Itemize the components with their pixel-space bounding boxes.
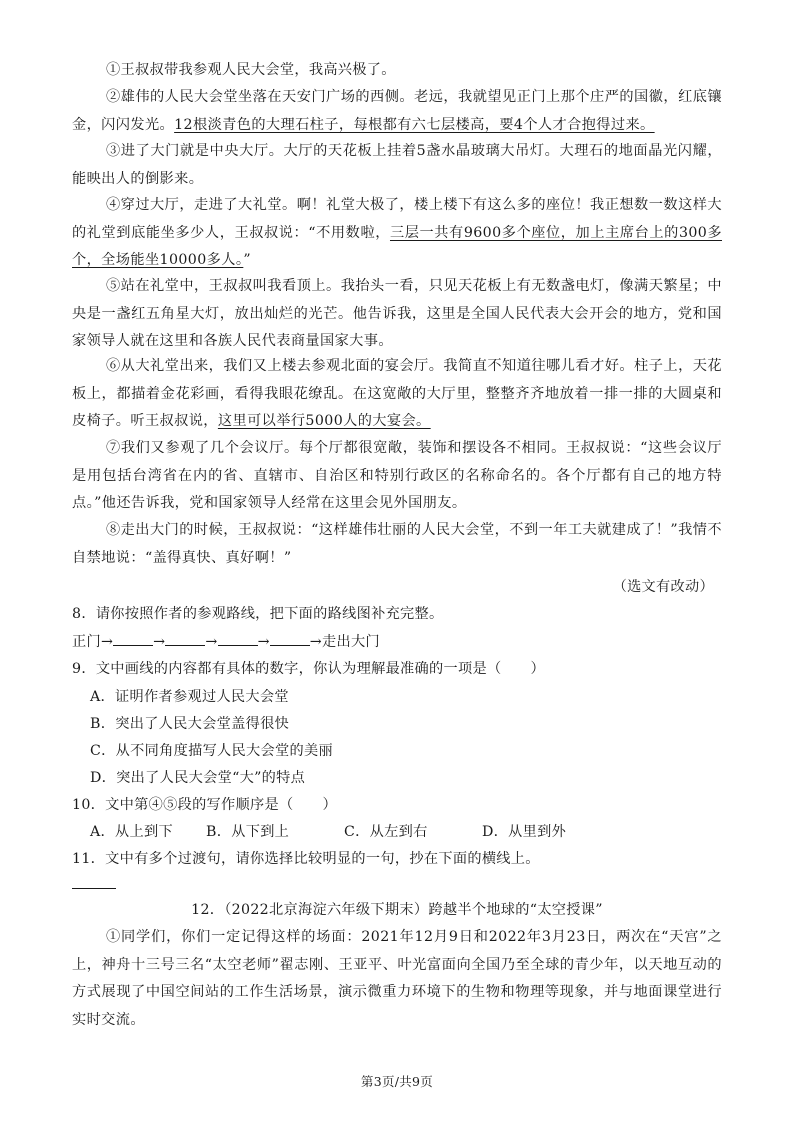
question-10-option-c[interactable]: C．从左到右 [344, 824, 428, 840]
question-10-option-d[interactable]: D．从里到外 [482, 824, 567, 840]
route-blank-4[interactable] [270, 633, 310, 646]
question-10-options [90, 820, 740, 844]
paragraph-4-text: ④穿过大厅，走进了大礼堂。啊！礼堂大极了，楼上楼下有这么多的座位！我正想数一数这样大的礼堂到底能坐多少人，王叔叔说：“不用数啦， [72, 197, 722, 241]
route-blank-3[interactable] [218, 633, 258, 646]
paragraph-6-text: ⑥从大礼堂出来，我们又上楼去参观北面的宴会厅。我简直不知道往哪儿看才好。柱子上，天花板上，都描着金花彩画，看得我眼花缭乱。在这宽敞的大厅里，整整齐齐地放着一排一排的大圆桌和皮椅子。听王叔叔说， [72, 358, 722, 430]
paragraph-3: ③进了大门就是中央大厅。大厅的天花板上挂着5盏水晶玻璃大吊灯。大理石的地面晶光闪耀，能映出人的倒影来。 [72, 143, 722, 187]
route-end: →走出大门 [309, 634, 380, 650]
question-10-option-b[interactable]: B．从下到上 [206, 824, 290, 840]
question-9-option-a[interactable]: A．证明作者参观过人民大会堂 [90, 689, 289, 705]
route-blank-2[interactable] [165, 633, 205, 646]
route-arrow-2: → [205, 634, 218, 650]
question-9: 9．文中画线的内容都有具体的数字，你认为理解最准确的一项是（ ） [72, 661, 545, 677]
paragraph-2-text: ②雄伟的人民大会堂坐落在天安门广场的西侧。老远，我就望见正门上那个庄严的国徽，红底镶金，闪闪发光。 [72, 89, 722, 133]
paragraph-6-underlined: 这里可以举行5000人的大宴会。 [217, 413, 431, 430]
question-11: 11．文中有多个过渡句，请你选择比较明显的一句，抄在下面的横线上。 [72, 851, 540, 867]
paragraph-1: ①王叔叔带我参观人民大会堂，我高兴极了。 [106, 62, 396, 78]
question-9-option-b[interactable]: B．突出了人民大会堂盖得很快 [90, 716, 290, 732]
question-8-route [72, 630, 722, 654]
route-blank-1[interactable] [113, 633, 153, 646]
paragraph-2 [72, 84, 722, 139]
route-start: 正门→ [72, 634, 114, 650]
source-note: （选文有改动） [612, 579, 714, 595]
paragraph-8: ⑧走出大门的时候，王叔叔说：“这样雄伟壮丽的人民大会堂，不到一年工夫就建成了！”我情不自禁地说：“盖得真快、真好啊！” [72, 522, 722, 566]
page-number: 第3页/共9页 [360, 1074, 434, 1089]
question-8: 8．请你按照作者的参观路线，把下面的路线图补充完整。 [72, 606, 444, 622]
paragraph-7: ⑦我们又参观了几个会议厅。每个厅都很宽敞，装饰和摆设各不相同。王叔叔说：“这些会议厅是用包括台湾省在内的省、直辖市、自治区和特别行政区的名称命名的。各个厅都有自己的地方特点。”他还告诉我，党和国家领导人经常在这里会见外国朋友。 [72, 440, 722, 512]
question-9-option-d[interactable]: D．突出了人民大会堂“大”的特点 [90, 770, 306, 786]
route-arrow-3: → [257, 634, 270, 650]
paragraph-2-underlined: 12根淡青色的大理石柱子，每根都有六七层楼高，要4个人才合抱得过来。 [174, 116, 655, 133]
route-arrow-1: → [153, 634, 166, 650]
paragraph-4-closing-quote: ” [243, 252, 251, 269]
question-10: 10．文中第④⑤段的写作顺序是（ ） [72, 797, 337, 813]
paragraph-6 [72, 353, 722, 436]
question-9-option-c[interactable]: C．从不同角度描写人民大会堂的美丽 [90, 743, 333, 759]
paragraph-4 [72, 192, 722, 275]
question-12-title: 12．（2022北京海淀六年级下期末）跨越半个地球的“太空授课” [191, 902, 603, 918]
paragraph-5: ⑤站在礼堂中，王叔叔叫我看顶上。我抬头一看，只见天花板上有无数盏电灯，像满天繁星；中央是一盏红五角星大灯，放出灿烂的光芒。他告诉我，这里是全国人民代表大会开会的地方，党和国家领导人就在这里和各族人民代表商量国家大事。 [72, 278, 722, 350]
paragraph-4-underlined: 三层一共有9600多个座位，加上主席台上的300多个，全场能坐10000多人。 [72, 224, 722, 269]
question-12-paragraph-1: ①同学们，你们一定记得这样的场面：2021年12月9日和2022年3月23日，两次在“天宫”之上，神舟十三号三名“太空老师”翟志刚、王亚平、叶光富面向全国乃至全球的青少年，以天地互动的方式展现了中国空间站的工作生活场景，演示微重力环境下的生物和物理等现象，并与地面课堂进行实时交流。 [72, 929, 722, 1028]
question-10-option-a[interactable]: A．从上到下 [90, 824, 173, 840]
question-11-answer-line[interactable] [72, 888, 116, 889]
